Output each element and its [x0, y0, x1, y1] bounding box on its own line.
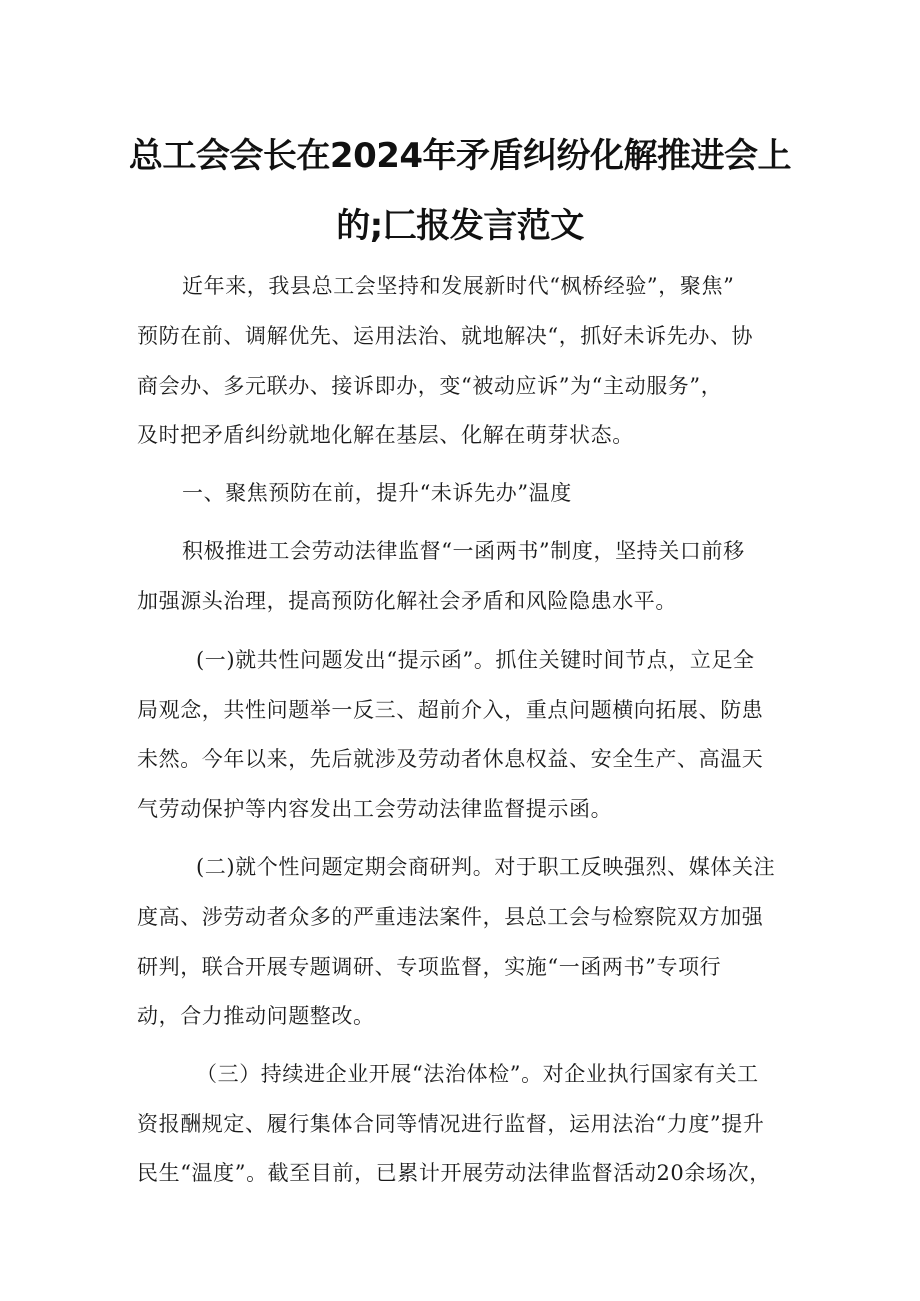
paragraph-line: 气劳动保护等内容发出工会劳动法律监督提示函。 [137, 797, 613, 821]
document-title-line-2: 的;匚报发言范文 [336, 206, 584, 246]
paragraph-line: 近年来，我县总工会坚持和发展新时代“枫桥经验”，聚焦” [182, 274, 735, 298]
paragraph-line: 加强源头治理，提高预防化解社会矛盾和风险隐患水平。 [137, 589, 677, 613]
paragraph-line: 动，合力推动问题整改。 [137, 1004, 375, 1028]
paragraph-line: （三）持续进企业开展“法治体检”。对企业执行国家有关工 [196, 1062, 759, 1086]
paragraph-line: 民生“温度”。截至目前，已累计开展劳动法律监督活动20余场次， [137, 1161, 771, 1185]
document-title-line-1: 总工会会长在2024年矛盾纠纷化解推进会上 [128, 136, 792, 176]
paragraph-line: (一)就共性问题发出“提示函”。抓住关键时间节点，立足全 [196, 648, 755, 672]
paragraph-line: 商会办、多元联办、接诉即办，变“被动应诉”为“主动服务”， [137, 374, 723, 398]
paragraph-line: 及时把矛盾纠纷就地化解在基层、化解在萌芽状态。 [137, 423, 634, 447]
section-heading: 一、聚焦预防在前，提升“未诉先办”温度 [182, 481, 572, 505]
paragraph-line: 局观念，共性问题举一反三、超前介入，重点问题横向拓展、防患 [137, 698, 764, 722]
paragraph-line: 未然。今年以来，先后就涉及劳动者休息权益、安全生产、高温天 [137, 747, 764, 771]
paragraph-line: 度高、涉劳动者众多的严重违法案件，县总工会与检察院双方加强 [137, 905, 764, 929]
paragraph-line: 研判，联合开展专题调研、专项监督，实施“一函两书”专项行 [137, 955, 722, 979]
paragraph-line: (二)就个性问题定期会商研判。对于职工反映强烈、媒体关注 [196, 855, 776, 879]
paragraph-line: 资报酬规定、履行集体合同等情况进行监督，运用法治“力度”提升 [137, 1112, 765, 1136]
paragraph-line: 积极推进工会劳动法律监督“一函两书”制度，坚持关口前移 [182, 539, 745, 563]
paragraph-line: 预防在前、调解优先、运用法治、就地解决“，抓好未诉先办、协 [137, 324, 754, 348]
